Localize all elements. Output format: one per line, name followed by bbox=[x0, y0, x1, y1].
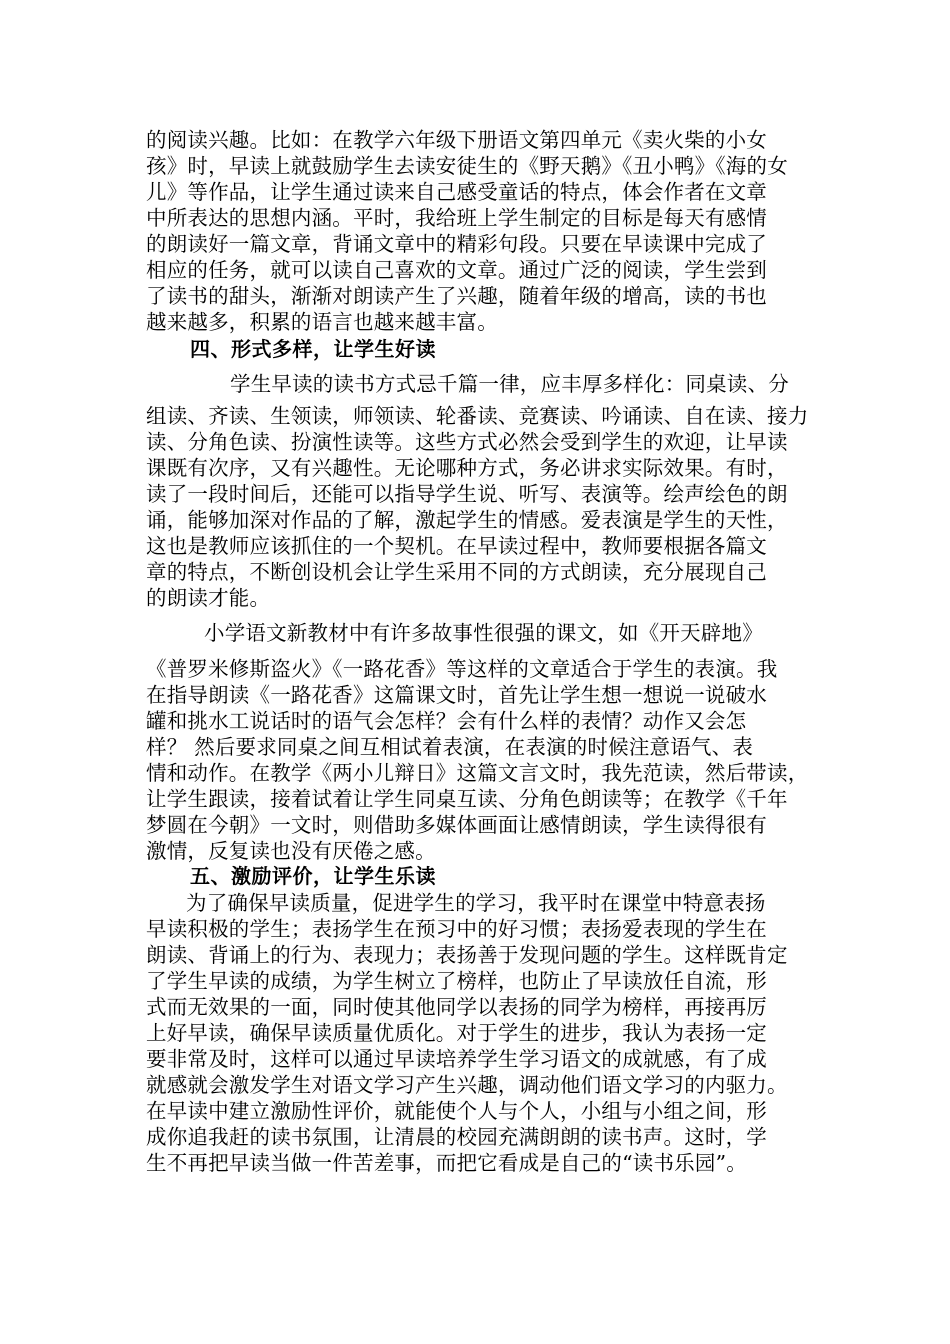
text-line: 小学语文新教材中有许多故事性很强的课文，如《开天辟地》 bbox=[204, 621, 763, 645]
text-line: 上好早读，确保早读质量优质化。对于学生的进步，我认为表扬一定 bbox=[146, 1021, 767, 1045]
text-line: 的朗读好一篇文章，背诵文章中的精彩句段。只要在早读课中完成了 bbox=[146, 232, 767, 256]
text-line: 在指导朗读《一路花香》这篇课文时，首先让学生想一想说一说破水 bbox=[146, 683, 767, 707]
text-line: 儿》等作品，让学生通过读来自己感受童话的特点，体会作者在文章 bbox=[146, 180, 767, 204]
text-line: 为了确保早读质量，促进学生的学习，我平时在课堂中特意表扬 bbox=[186, 891, 766, 915]
text-line: 在早读中建立激励性评价，就能使个人与个人，小组与小组之间，形 bbox=[146, 1099, 767, 1123]
text-line: 式而无效果的一面，同时使其他同学以表扬的同学为榜样，再接再厉 bbox=[146, 995, 767, 1019]
text-line: 就感就会激发学生对语文学习产生兴趣，调动他们语文学习的内驱力。 bbox=[146, 1073, 788, 1097]
text-line: 读了一段时间后，还能可以指导学生说、听写、表演等。绘声绘色的朗 bbox=[146, 482, 788, 506]
text-line: 学生早读的读书方式忌千篇一律，应丰厚多样化：同桌读、分 bbox=[230, 372, 789, 396]
text-line: 《普罗米修斯盗火》《一路花香》等这样的文章适合于学生的表演。我 bbox=[146, 657, 778, 681]
text-line: 的阅读兴趣。比如：在教学六年级下册语文第四单元《卖火柴的小女 bbox=[146, 128, 767, 152]
text-line: 朗读、背诵上的行为、表现力；表扬善于发现问题的学生。这样既肯定 bbox=[146, 943, 788, 967]
text-line: 章的特点，不断创设机会让学生采用不同的方式朗读，充分展现自己 bbox=[146, 560, 767, 584]
text-line: 越来越多，积累的语言也越来越丰富。 bbox=[146, 310, 498, 334]
text-line: 诵，能够加深对作品的了解，激起学生的情感。爱表演是学生的天性， bbox=[146, 508, 788, 532]
text-line: 情和动作。在教学《两小儿辩日》这篇文言文时，我先范读，然后带读， bbox=[146, 761, 809, 785]
text-line: 罐和挑水工说话时的语气会怎样？会有什么样的表情？动作又会怎 bbox=[146, 709, 747, 733]
section-heading-5: 五、激励评价，让学生乐读 bbox=[190, 864, 436, 888]
text-line: 激情，反复读也没有厌倦之感。 bbox=[146, 839, 436, 863]
text-line: 成你追我赶的读书氛围，让清晨的校园充满朗朗的读书声。这时，学 bbox=[146, 1125, 767, 1149]
text-line: 的朗读才能。 bbox=[146, 586, 271, 610]
text-line: 孩》时，早读上就鼓励学生去读安徒生的《野天鹅》《丑小鸭》《海的女 bbox=[146, 154, 788, 178]
text-line: 样？ 然后要求同桌之间互相试着表演，在表演的时候注意语气、表 bbox=[146, 735, 754, 759]
text-line: 让学生跟读，接着试着让学生同桌互读、分角色朗读等；在教学《千年 bbox=[146, 787, 788, 811]
text-line: 生不再把早读当做一件苦差事，而把它看成是自己的“读书乐园”。 bbox=[146, 1151, 747, 1175]
text-line: 相应的任务，就可以读自己喜欢的文章。通过广泛的阅读，学生尝到 bbox=[146, 258, 767, 282]
text-line: 课既有次序，又有兴趣性。无论哪种方式，务必讲求实际效果。有时， bbox=[146, 456, 788, 480]
section-heading-4: 四、形式多样，让学生好读 bbox=[190, 337, 436, 361]
text-line: 梦圆在今朝》一文时，则借助多媒体画面让感情朗读，学生读得很有 bbox=[146, 813, 767, 837]
text-line: 这也是教师应该抓住的一个契机。在早读过程中，教师要根据各篇文 bbox=[146, 534, 767, 558]
text-line: 要非常及时，这样可以通过早读培养学生学习语文的成就感，有了成 bbox=[146, 1047, 767, 1071]
text-line: 中所表达的思想内涵。平时，我给班上学生制定的目标是每天有感情 bbox=[146, 206, 767, 230]
text-line: 读、分角色读、扮演性读等。这些方式必然会受到学生的欢迎，让早读 bbox=[146, 430, 788, 454]
text-line: 早读积极的学生；表扬学生在预习中的好习惯；表扬爱表现的学生在 bbox=[146, 917, 767, 941]
text-line: 了学生早读的成绩，为学生树立了榜样，也防止了早读放任自流，形 bbox=[146, 969, 767, 993]
text-line: 了读书的甜头，渐渐对朗读产生了兴趣，随着年级的增高，读的书也 bbox=[146, 284, 767, 308]
text-line: 组读、齐读、生领读，师领读、轮番读、竞赛读、吟诵读、自在读、接力 bbox=[146, 404, 809, 428]
